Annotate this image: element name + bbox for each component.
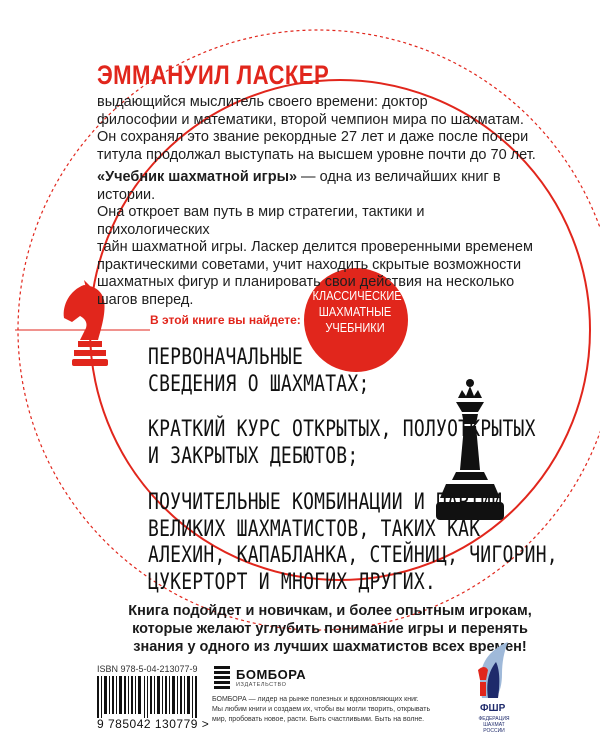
federation-abbr: ФШР	[480, 703, 506, 714]
federation-name	[470, 716, 518, 734]
feature-line: ПЕРВОНАЧАЛЬНЫЕ	[148, 344, 304, 370]
publisher-description	[212, 695, 487, 725]
feature-line: АЛЕХИН, КАПАБЛАНКА, СТЕЙНИЦ, ЧИГОРИН,	[148, 542, 558, 568]
feature-line: КРАТКИЙ КУРС ОТКРЫТЫХ, ПОЛУОТКРЫТЫХ	[148, 416, 536, 442]
bombora-logo-icon	[212, 666, 232, 690]
federation-line: РОССИИ	[483, 728, 505, 734]
feature-line: СВЕДЕНИЯ О ШАХМАТАХ;	[148, 370, 370, 397]
summary-line: Книга подойдет и новичкам, и более опытным игрокам,	[128, 603, 532, 619]
book-title: «Учебник шахматной игры»	[97, 169, 298, 185]
intro-line: тайн шахматной игры. Ласкер делится проверенными временем	[97, 239, 533, 255]
intro-line: Она откроет вам путь в мир стратегии, тактики и психологических	[97, 204, 425, 238]
badge-line: КЛАССИЧЕСКИЕ	[312, 288, 402, 303]
intro-text: — одна из величайших книг в истории.	[97, 169, 501, 203]
summary-line: знания у одного из лучших шахматистов всех времен!	[133, 639, 527, 655]
bio-line: Он сохранял это звание рекордные 27 лет и даже после потери	[97, 129, 529, 145]
isbn-label: ISBN 978-5-04-213077-9	[97, 664, 198, 674]
barcode	[97, 676, 207, 718]
bio-line: выдающийся мыслитель своего времени: доктор	[97, 94, 428, 110]
feature-line: ВЕЛИКИХ ШАХМАТИСТОВ, ТАКИХ КАК	[148, 515, 481, 542]
feature-item	[148, 344, 370, 397]
author-bio	[97, 94, 537, 164]
feature-line: ПОУЧИТЕЛЬНЫЕ КОМБИНАЦИИ И ПАРТИИ	[148, 489, 503, 515]
intro-line: шахматных фигур и планировать свои действия на несколько	[97, 274, 515, 290]
feature-item	[148, 489, 558, 595]
author-name: ЭММАНУИЛ ЛАСКЕР	[97, 60, 330, 90]
federation-line: ФЕДЕРАЦИЯ	[478, 716, 510, 722]
publisher-name: БОМБОРА	[236, 667, 307, 682]
bio-line: философии и математики, второй чемпион мира по шахматам.	[97, 111, 524, 128]
feature-item	[148, 416, 536, 469]
federation-line: ШАХМАТ	[483, 722, 505, 728]
publisher-line: Мы любим книги и создаем их, чтобы вы могли творить, открывать	[212, 706, 431, 713]
intro-first-line	[97, 169, 537, 204]
intro-line: практическими советами, учит находить скрытые возможности	[97, 256, 522, 273]
badge-line: УЧЕБНИКИ	[325, 320, 385, 335]
publisher-line: БОМБОРА — лидер на рынке полезных и вдохновляющих книг.	[212, 696, 419, 703]
series-badge	[312, 288, 402, 350]
find-heading: В этой книге вы найдете:	[150, 313, 301, 327]
feature-line: И ЗАКРЫТЫХ ДЕБЮТОВ;	[148, 442, 359, 469]
federation-logo-icon	[472, 640, 516, 702]
barcode-digits: 9 785042 130779 >	[97, 717, 210, 731]
summary-line: которые желают углубить понимание игры и перенять	[132, 621, 528, 637]
badge-line: ШАХМАТНЫЕ	[318, 304, 392, 319]
feature-line: ЦУКЕРТОРТ И МНОГИХ ДРУГИХ.	[148, 568, 436, 595]
bio-line: титула продолжал выступать на высшем уровне почти до 70 лет.	[97, 146, 536, 163]
publisher-subtitle: ИЗДАТЕЛЬСТВО	[236, 682, 287, 688]
publisher-line: мир, пробовать новое, расти. Быть счастливыми. Быть на волне.	[212, 716, 425, 723]
intro-line: шагов вперед.	[97, 291, 194, 308]
